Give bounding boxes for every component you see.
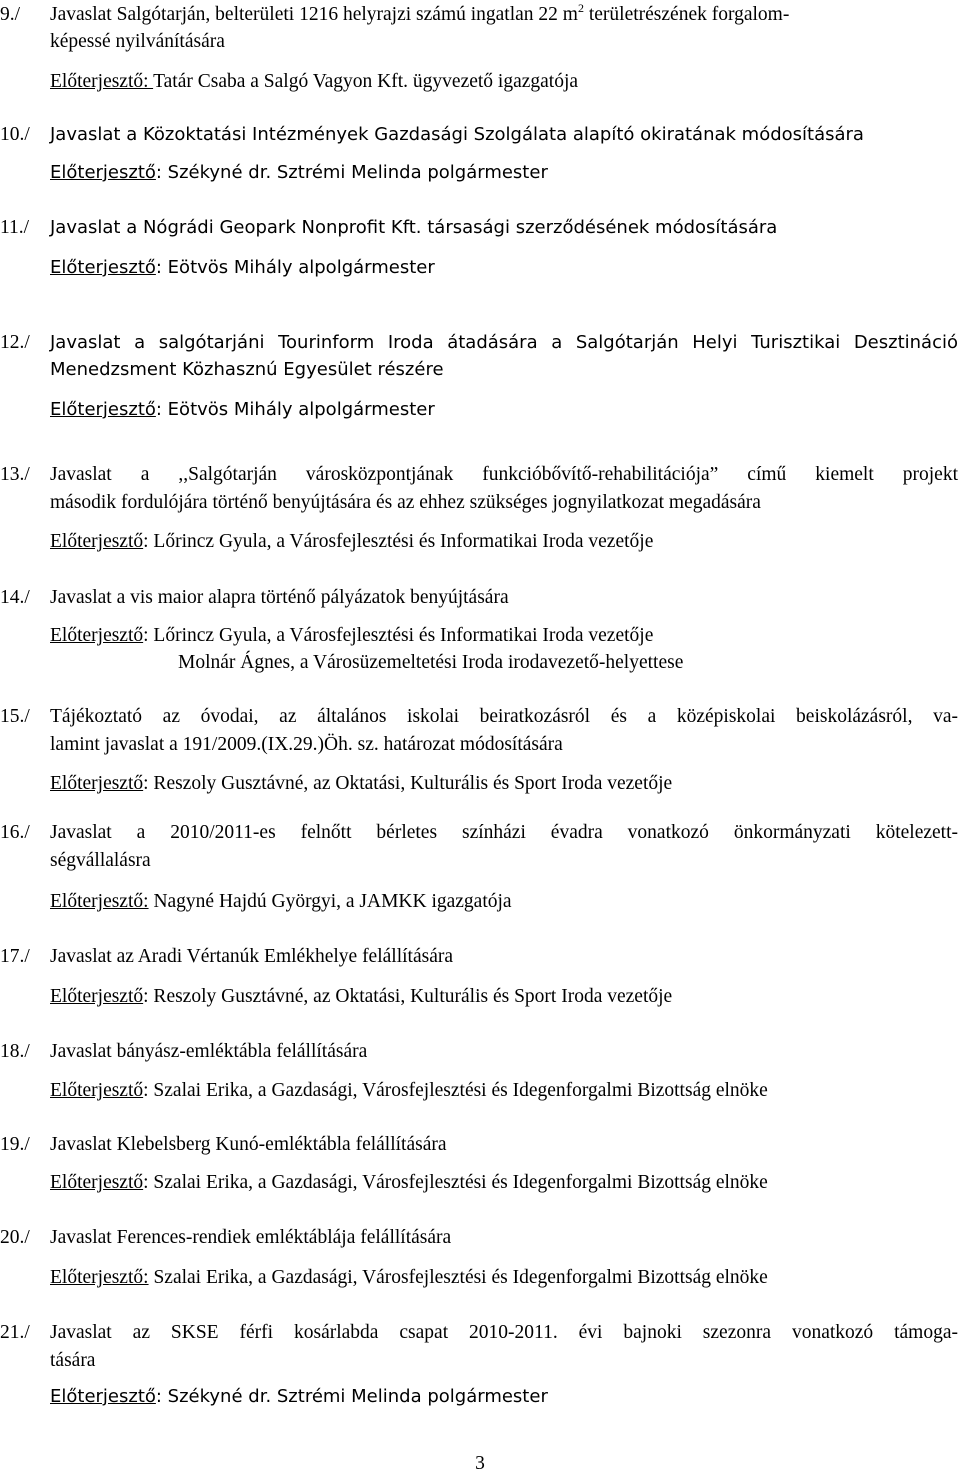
presenter-line — [50, 530, 653, 554]
presenter-name: : Reszoly Gusztávné, az Oktatási, Kulturális és Sport Iroda vezetője — [143, 773, 673, 794]
item-title-line: ségvállalásra — [50, 850, 151, 871]
presenter-name: : Szalai Erika, a Gazdasági, Városfejlesztési és Idegenforgalmi Bizottság elnöke — [143, 1080, 768, 1101]
item-title-line: Javaslat a Közoktatási Intézmények Gazdasági Szolgálata alapító okiratának módosítására — [50, 124, 864, 145]
item-number: 11./ — [0, 217, 30, 238]
presenter-label: Előterjesztő — [50, 773, 144, 794]
presenter-name: : Székyné dr. Sztrémi Melinda polgármester — [155, 162, 548, 183]
page-number: 3 — [475, 1453, 485, 1474]
item-number: 15./ — [0, 706, 30, 727]
presenter-name: : Szalai Erika, a Gazdasági, Városfejlesztési és Idegenforgalmi Bizottság elnöke — [143, 1172, 768, 1193]
presenter-label: Előterjesztő — [50, 986, 144, 1007]
presenter-line — [50, 772, 672, 796]
item-title-line: Javaslat az SKSE férfi kosárlabda csapat 2010-2011. évi bajnoki szezonra vonatkozó támoga- — [50, 1322, 958, 1343]
presenter-label: Előterjesztő — [50, 257, 156, 278]
item-title-line: Javaslat Ferences-rendiek emléktáblája felállítására — [50, 1227, 452, 1248]
item-number: 17./ — [0, 946, 30, 967]
presenter-name: : Reszoly Gusztávné, az Oktatási, Kulturális és Sport Iroda vezetője — [143, 986, 673, 1007]
presenter-name: : Eötvös Mihály alpolgármester — [155, 257, 435, 278]
presenter-line — [50, 70, 578, 94]
item-title-line: második fordulójára történő benyújtására és az ehhez szükséges jognyilatkozat megadására — [50, 492, 761, 513]
presenter-line — [50, 1385, 548, 1409]
presenter-name: : Lőrincz Gyula, a Városfejlesztési és Informatikai Iroda vezetője — [143, 625, 654, 646]
item-number: 14./ — [0, 587, 30, 608]
item-title-line: Javaslat a salgótarjáni Tourinform Iroda átadására a Salgótarján Helyi Turisztikai Desztináció — [50, 332, 958, 353]
item-title-line: Javaslat bányász-emléktábla felállítására — [50, 1041, 368, 1062]
presenter-name: : Eötvös Mihály alpolgármester — [155, 399, 435, 420]
presenter-label: Előterjesztő — [50, 399, 156, 420]
item-title-line: Javaslat Klebelsberg Kunó-emléktábla felállítására — [50, 1134, 447, 1155]
item-number: 16./ — [0, 822, 30, 843]
presenter-label: Előterjesztő — [50, 162, 156, 183]
item-number: 13./ — [0, 464, 30, 485]
presenter-name: : Lőrincz Gyula, a Városfejlesztési és Informatikai Iroda vezetője — [143, 531, 654, 552]
presenter-name: Szalai Erika, a Gazdasági, Városfejlesztési és Idegenforgalmi Bizottság elnöke — [148, 1267, 768, 1288]
item-number: 9./ — [0, 4, 21, 25]
presenter-line — [50, 1079, 768, 1103]
presenter-label: Előterjesztő: — [50, 891, 149, 912]
item-title-line: tására — [50, 1350, 96, 1371]
item-title-line: képessé nyilvánítására — [50, 31, 225, 52]
presenter-line — [50, 1266, 768, 1290]
presenter-line — [50, 161, 548, 185]
presenter-label: Előterjesztő: — [50, 1267, 149, 1288]
presenter-line — [50, 985, 672, 1009]
presenter-line — [50, 398, 435, 422]
presenter-name: : Székyné dr. Sztrémi Melinda polgármester — [155, 1386, 548, 1407]
item-title-line: Menedzsment Közhasznú Egyesület részére — [50, 359, 444, 380]
presenter-label: Előterjesztő — [50, 1172, 144, 1193]
item-title-line: lamint javaslat a 191/2009.(IX.29.)Öh. sz. határozat módosítására — [50, 734, 563, 755]
item-number: 21./ — [0, 1322, 30, 1343]
presenter-line — [50, 890, 512, 914]
presenter-name: Molnár Ágnes, a Városüzemeltetési Iroda irodavezető-helyettese — [178, 652, 684, 673]
item-number: 10./ — [0, 124, 30, 145]
item-title-line: Tájékoztató az óvodai, az általános iskolai beiratkozásról és a középiskolai beiskolázásról, va- — [50, 706, 958, 727]
item-title-line: Javaslat a Nógrádi Geopark Nonprofit Kft. társasági szerződésének módosítására — [50, 217, 778, 238]
presenter-label: Előterjesztő — [50, 1386, 156, 1407]
presenter-line — [50, 1171, 768, 1195]
presenter-label: Előterjesztő — [50, 625, 144, 646]
presenter-line — [50, 624, 653, 648]
presenter-label: Előterjesztő — [50, 1080, 144, 1101]
item-number: 12./ — [0, 332, 30, 353]
item-number: 19./ — [0, 1134, 30, 1155]
superscript: 2 — [577, 1, 584, 15]
item-number: 18./ — [0, 1041, 30, 1062]
item-title-line: Javaslat az Aradi Vértanúk Emlékhelye felállítására — [50, 946, 454, 967]
presenter-name: Tatár Csaba a Salgó Vagyon Kft. ügyvezető igazgatója — [153, 71, 579, 92]
presenter-label: Előterjesztő — [50, 531, 144, 552]
presenter-line — [50, 256, 435, 280]
item-title-line: Javaslat a ,,Salgótarján városközpontjának funkcióbővítő-rehabilitációja” című kiemelt projekt — [50, 464, 958, 485]
item-title-line: Javaslat a vis maior alapra történő pályázatok benyújtására — [50, 587, 509, 608]
presenter-name: Nagyné Hajdú Györgyi, a JAMKK igazgatója — [148, 891, 512, 912]
item-number: 20./ — [0, 1227, 30, 1248]
item-title-line: Javaslat a 2010/2011-es felnőtt bérletes színházi évadra vonatkozó önkormányzati kötelezett- — [50, 822, 958, 843]
item-title-line: Javaslat Salgótarján, belterületi 1216 helyrajzi számú ingatlan 22 $m^2$ területrészének forgalom- — [50, 1, 790, 25]
presenter-label: Előterjesztő: — [50, 71, 154, 92]
